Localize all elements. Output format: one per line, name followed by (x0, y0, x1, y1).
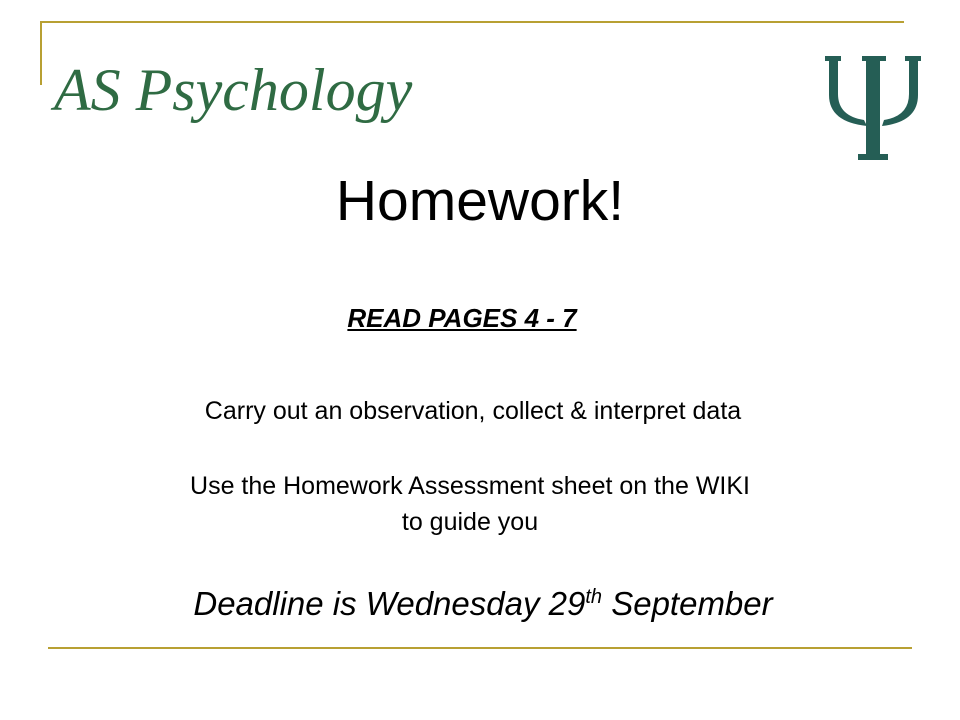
deadline-prefix: Deadline is Wednesday 29 (193, 585, 586, 622)
reading-assignment: READ PAGES 4 - 7 (347, 303, 577, 333)
psi-right-arm (882, 59, 918, 126)
assessment-guidance: Use the Homework Assessment sheet on the WIKI to guide you (190, 472, 750, 536)
deadline-month: September (602, 585, 773, 622)
deadline-text (0, 582, 960, 626)
observation-task: Carry out an observation, collect & interpret data (204, 397, 742, 425)
psi-base-serif (858, 154, 888, 160)
psi-symbol-icon (816, 46, 926, 164)
psi-stem (866, 59, 880, 157)
deadline-ordinal-suffix: th (585, 586, 603, 608)
bottom-divider (48, 647, 912, 649)
course-title: AS Psychology (54, 57, 413, 123)
left-divider (40, 21, 42, 85)
top-divider (40, 21, 904, 23)
homework-heading: Homework! (335, 169, 625, 233)
psi-left-arm (829, 59, 867, 126)
